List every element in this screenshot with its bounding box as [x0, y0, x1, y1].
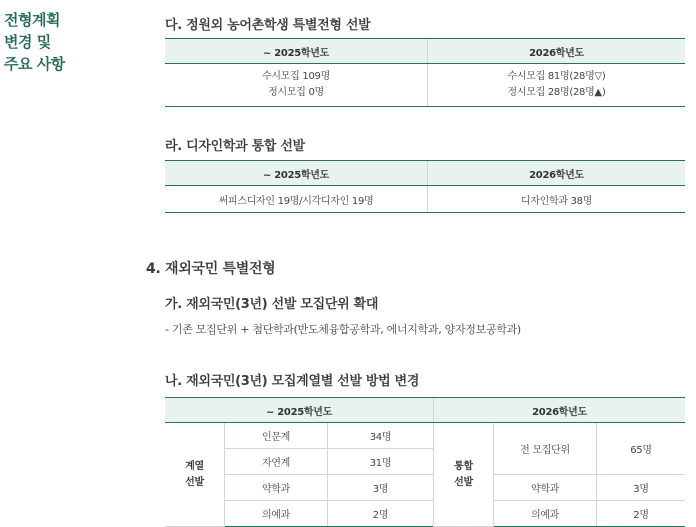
table-da-right-line2: 정시모집 28명(28명▲)	[507, 87, 606, 98]
heading-ra: 라. 디자인학과 통합 선발	[165, 139, 305, 154]
table-ra-left: 써피스디자인 19명/시각디자인 19명	[165, 186, 428, 213]
right-row-name: 의예과	[494, 501, 597, 527]
table-da-left	[165, 64, 428, 107]
table-da-right-line1: 수시모집 81명(28명▽)	[507, 71, 606, 82]
right-group-line2: 선발	[454, 476, 473, 488]
left-row-count: 34명	[328, 423, 434, 449]
table-na-col2: 2026학년도	[434, 398, 686, 423]
table-ra	[165, 160, 685, 213]
side-title	[4, 9, 65, 75]
right-row-name: 전 모집단위	[494, 423, 597, 475]
table-na	[165, 397, 685, 527]
right-row-count: 3명	[597, 475, 686, 501]
side-title-line-1: 전형계획	[4, 11, 60, 29]
table-na-col1: ~ 2025학년도	[165, 398, 434, 423]
left-row-count: 3명	[328, 475, 434, 501]
right-group-line1: 통합	[454, 460, 473, 472]
table-ra-right: 디자인학과 38명	[428, 186, 686, 213]
table-da-right	[428, 64, 686, 107]
table-da	[165, 38, 685, 107]
right-row-count: 2명	[597, 501, 686, 527]
side-title-line-2: 변경 및	[4, 33, 51, 51]
table-da-col2: 2026학년도	[428, 39, 686, 64]
heading-na: 나. 재외국민(3년) 모집계열별 선발 방법 변경	[165, 374, 420, 389]
right-row-name: 약학과	[494, 475, 597, 501]
table-ra-col2: 2026학년도	[428, 161, 686, 186]
side-title-line-3: 주요 사항	[4, 55, 65, 73]
table-ra-col1: ~ 2025학년도	[165, 161, 428, 186]
note-ga: - 기존 모집단위 + 첨단학과(반도체융합공학과, 에너지학과, 양자정보공학과)	[165, 323, 521, 336]
left-row-name: 약학과	[225, 475, 328, 501]
left-group-line1: 계열	[185, 460, 204, 472]
left-group-label	[165, 423, 225, 527]
left-group-line2: 선발	[185, 476, 204, 488]
right-row-count: 65명	[597, 423, 686, 475]
left-row-name: 의예과	[225, 501, 328, 527]
table-da-col1: ~ 2025학년도	[165, 39, 428, 64]
left-row-name: 자연계	[225, 449, 328, 475]
heading-section-4: 4. 재외국민 특별전형	[146, 261, 276, 277]
table-da-left-line1: 수시모집 109명	[262, 71, 330, 82]
left-row-count: 31명	[328, 449, 434, 475]
left-row-count: 2명	[328, 501, 434, 527]
heading-da: 다. 정원외 농어촌학생 특별전형 선발	[165, 18, 371, 33]
right-group-label	[434, 423, 494, 527]
left-row-name: 인문계	[225, 423, 328, 449]
heading-ga: 가. 재외국민(3년) 선발 모집단위 확대	[165, 297, 379, 312]
table-da-left-line2: 정시모집 0명	[268, 87, 324, 98]
